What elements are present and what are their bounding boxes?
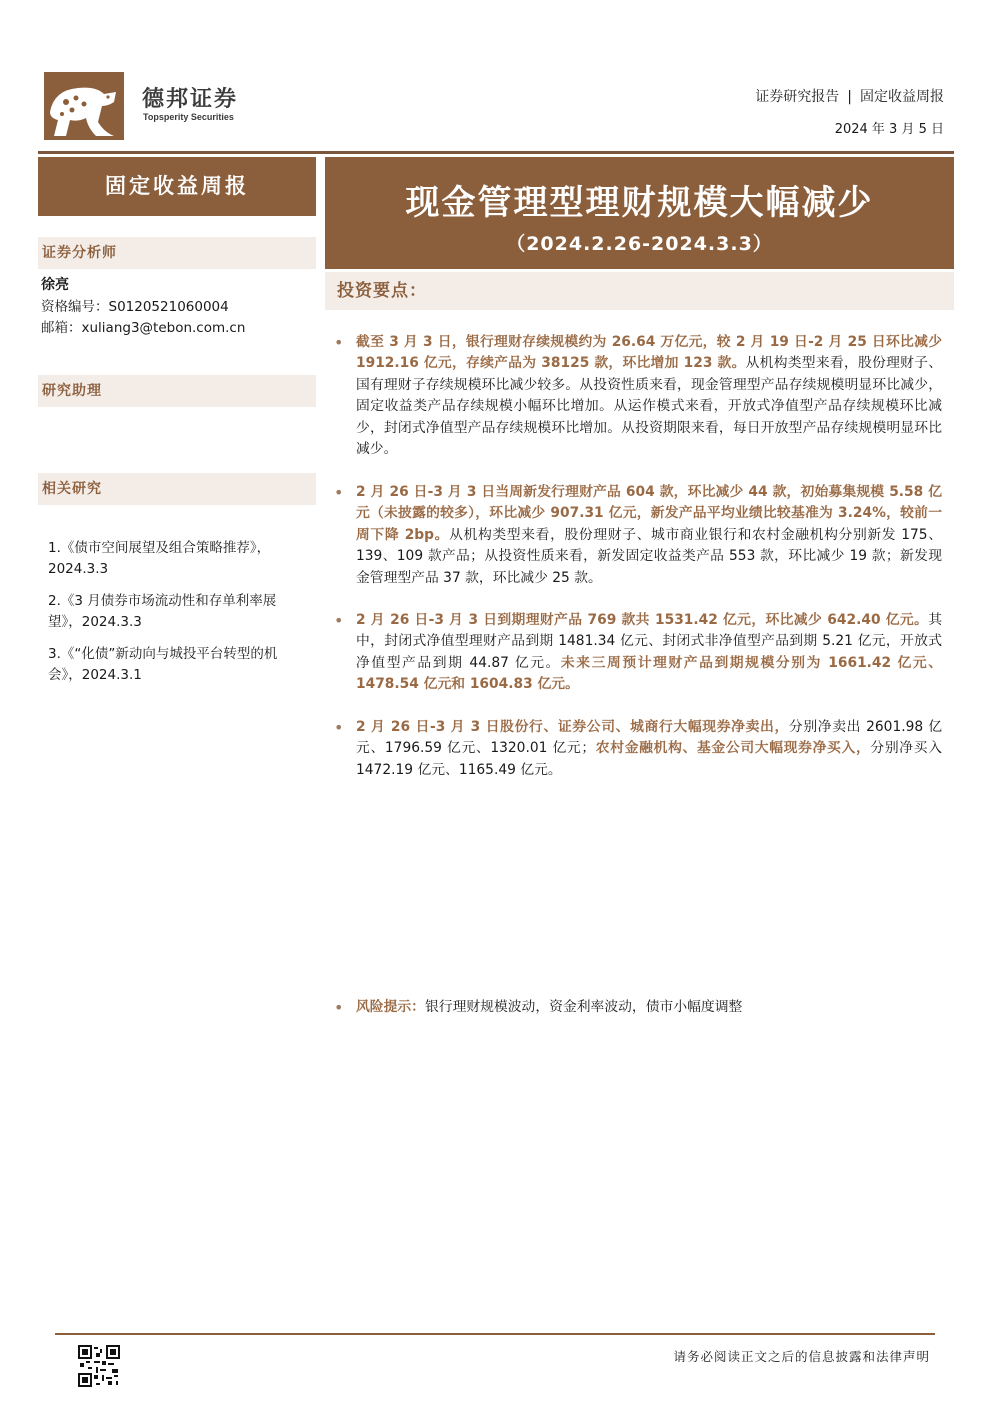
highlighted-text: 风险提示： bbox=[356, 999, 425, 1015]
related-item-2[interactable]: 2.《3 月债券市场流动性和存单利率展望》，2024.3.3 bbox=[48, 593, 277, 630]
leopard-logo-icon bbox=[44, 72, 124, 140]
brand-name-cn: 德邦证券 bbox=[142, 87, 239, 112]
key-point-text bbox=[334, 482, 942, 589]
key-point-4 bbox=[334, 717, 942, 781]
report-title: 现金管理型理财规模大幅减少 bbox=[405, 183, 874, 223]
sidebar-banner: 固定收益周报 bbox=[38, 157, 316, 216]
report-category: 固定收益周报 bbox=[860, 89, 944, 105]
key-point-text bbox=[334, 610, 942, 696]
analyst-cert: 资格编号：S0120521060004 bbox=[41, 299, 229, 315]
body-text: 从机构类型来看，股份理财子、国有理财子存续规模环比减少较多。从投资性质来看，现金管理型产品存续规模明显环比减少，固定收益类产品存续规模小幅环比增加。从运作模式来看，开放式净值型产品存续规模环比减少，封闭式净值型产品存续规模环比增加。从投资期限来看，每日开放型产品存续规模明显环比减少。 bbox=[356, 355, 943, 458]
footer-divider bbox=[55, 1333, 935, 1335]
key-point-1 bbox=[334, 332, 942, 460]
related-heading: 相关研究 bbox=[38, 473, 316, 505]
analyst-heading: 证券分析师 bbox=[38, 237, 316, 269]
key-points-heading: 投资要点： bbox=[325, 272, 954, 310]
bullet-dot-icon: • bbox=[334, 333, 344, 352]
header-divider bbox=[38, 151, 954, 154]
company-logo bbox=[44, 72, 254, 142]
body-text: 银行理财规模波动，资金利率波动，债市小幅度调整 bbox=[424, 999, 743, 1015]
analyst-email[interactable]: 邮箱：xuliang3@tebon.com.cn bbox=[41, 320, 246, 336]
highlighted-text: 2 月 26 日-3 月 3 日股份行、证券公司、城商行大幅现券净卖出， bbox=[356, 719, 789, 735]
legal-disclaimer[interactable]: 请务必阅读正文之后的信息披露和法律声明 bbox=[673, 1349, 930, 1364]
body-text: 从机构类型来看，股份理财子、城市商业银行和农村金融机构分别新发 175、139、109 款产品；从投资性质来看，新发固定收益类产品 553 款，环比减少 19 款；新发现金管理型产品 37 款，环比减少 25 款。 bbox=[356, 526, 943, 586]
analyst-name: 徐亮 bbox=[41, 277, 69, 293]
report-period: （2024.2.26-2024.3.3） bbox=[506, 233, 773, 255]
body-text: 分别净买入 1472.19 亿元、1165.49 亿元。 bbox=[356, 740, 943, 778]
bullet-dot-icon: • bbox=[334, 998, 344, 1017]
key-point-text bbox=[334, 717, 942, 781]
highlighted-text: 2 月 26 日-3 月 3 日到期理财产品 769 款共 1531.42 亿元，环比减少 642.40 亿元。 bbox=[356, 612, 929, 628]
related-item-3[interactable]: 3.《“化债”新动向与城投平台转型的机会》，2024.3.1 bbox=[48, 646, 278, 683]
highlighted-text: 农村金融机构、基金公司大幅现券净买入， bbox=[595, 740, 871, 757]
assistant-heading: 研究助理 bbox=[38, 375, 316, 407]
bullet-dot-icon: • bbox=[334, 611, 344, 630]
bullet-dot-icon: • bbox=[334, 483, 344, 502]
qr-code-icon[interactable] bbox=[78, 1345, 120, 1387]
risk-warning-text bbox=[334, 997, 942, 1018]
risk-warning bbox=[334, 997, 942, 1018]
bullet-dot-icon: • bbox=[334, 718, 344, 737]
report-category-line bbox=[755, 86, 944, 106]
body-text: 分别净卖出 2601.98 亿元、1796.59 亿元、1320.01 亿元； bbox=[356, 719, 942, 757]
key-point-text bbox=[334, 332, 942, 460]
brand-name-en: Topsperity Securities bbox=[143, 112, 234, 122]
body-text: 其中，封闭式净值型理财产品到期 1481.34 亿元、封闭式非净值型产品到期 5.21 亿元，开放式净值型产品到期 44.87 亿元。 bbox=[356, 612, 942, 671]
report-type: 证券研究报告 bbox=[755, 89, 840, 105]
key-point-3 bbox=[334, 610, 942, 696]
highlighted-text: 截至 3 月 3 日，银行理财存续规模约为 26.64 万亿元，较 2 月 19 日-2 月 25 日环比减少 1912.16 亿元，存续产品为 38125 款，环比增加 123 款。 bbox=[356, 334, 942, 372]
header-separator: | bbox=[847, 89, 852, 105]
key-point-2 bbox=[334, 482, 942, 589]
title-banner bbox=[325, 157, 954, 269]
highlighted-text: 未来三周预计理财产品到期规模分别为 1661.42 亿元、1478.54 亿元和 1604.83 亿元。 bbox=[356, 654, 942, 693]
report-date: 2024 年 3 月 5 日 bbox=[834, 122, 944, 137]
related-item-1[interactable]: 1.《债市空间展望及组合策略推荐》，2024.3.3 bbox=[48, 540, 271, 577]
highlighted-text: 2 月 26 日-3 月 3 日当周新发行理财产品 604 款，环比减少 44 款，初始募集规模 5.58 亿元（未披露的较多），环比减少 907.31 亿元，新发产品平均业绩比较基准为 3.24%，较前一周下降 2bp。 bbox=[356, 484, 942, 543]
